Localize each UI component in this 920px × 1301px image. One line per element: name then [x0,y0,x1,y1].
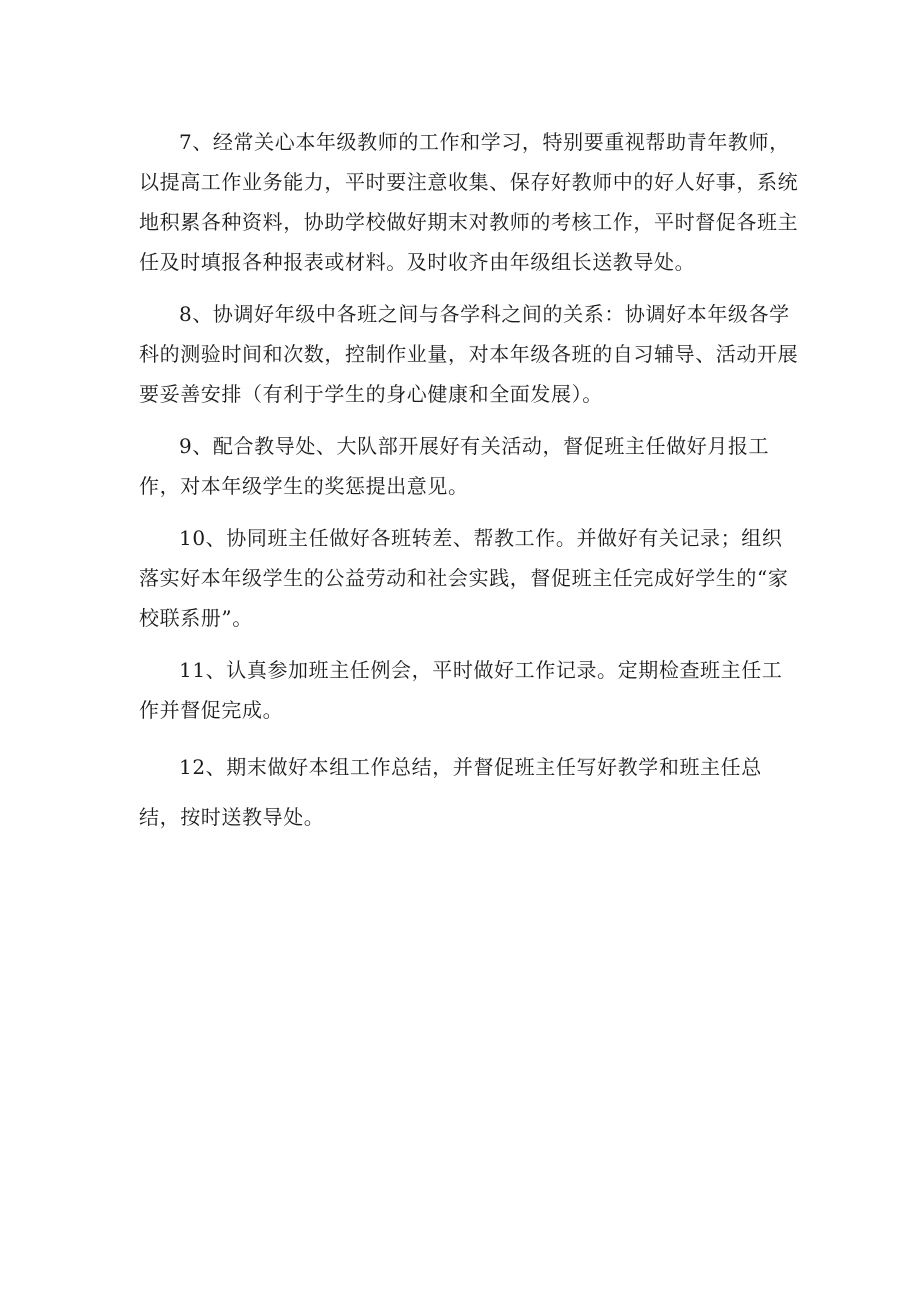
paragraph-item-9: 9、配合教导处、大队部开展好有关活动，督促班主任做好月报工作，对本年级学生的奖惩提出意见。 [139,434,770,498]
paragraph-item-12: 12、期末做好本组工作总结，并督促班主任写好教学和班主任总结，按时送教导处。 [139,755,762,829]
document-body [139,122,799,854]
paragraph-item-11: 11、认真参加班主任例会，平时做好工作记录。定期检查班主任工作并督促完成。 [139,658,783,722]
paragraph-item-10: 10、协同班主任做好各班转差、帮教工作。并做好有关记录；组织落实好本年级学生的公益劳动和社会实践，督促班主任完成好学生的“家校联系册”。 [139,526,789,630]
paragraph-item-7: 7、经常关心本年级教师的工作和学习，特别要重视帮助青年教师，以提高工作业务能力，平时要注意收集、保存好教师中的好人好事，系统地积累各种资料，协助学校做好期末对教师的考核工作，平时督促各班主任及时填报各种报表或材料。及时收齐由年级组长送教导处。 [139,130,799,274]
paragraph-item-8: 8、协调好年级中各班之间与各学科之间的关系：协调好本年级各学科的测验时间和次数，控制作业量，对本年级各班的自习辅导、活动开展要妥善安排（有利于学生的身心健康和全面发展）。 [139,302,799,406]
